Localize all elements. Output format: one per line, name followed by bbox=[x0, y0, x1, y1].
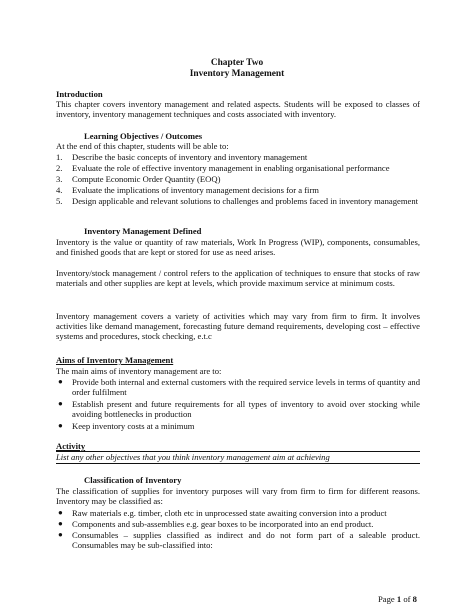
page-label: Page bbox=[378, 594, 395, 604]
page-title: Inventory Management bbox=[189, 69, 285, 79]
aim-item: Establish present and future requirements for all types of inventory to avoid over stocking while avoiding bottlenecks in production bbox=[72, 399, 420, 419]
activity-heading: Activity bbox=[56, 441, 86, 451]
defined-paragraph-2: Inventory/stock management / control refers to the application of techniques to ensure that stocks of raw materials and other supplies are kept at levels, which provide maximum service at minimum costs. bbox=[56, 268, 420, 288]
aims-heading: Aims of Inventory Management bbox=[56, 355, 174, 365]
classification-item: Raw materials e.g. timber, cloth etc in unprocessed state awaiting conversion into a product bbox=[72, 508, 387, 518]
objective-item: Compute Economic Order Quantity (EOQ) bbox=[72, 174, 221, 184]
bullet-icon: ● bbox=[58, 508, 63, 517]
objective-item: Evaluate the role of effective inventory management in enabling organisational performance bbox=[72, 163, 390, 173]
bullet-icon: ● bbox=[58, 421, 63, 430]
page-of-label: of bbox=[403, 594, 411, 604]
objective-number: 3. bbox=[56, 174, 63, 184]
objective-number: 1. bbox=[56, 152, 63, 162]
classification-heading: Classification of Inventory bbox=[84, 475, 182, 485]
intro-heading: Introduction bbox=[56, 89, 103, 99]
page-total: 8 bbox=[412, 594, 417, 604]
defined-paragraph-1: Inventory is the value or quantity of raw materials, Work In Progress (WIP), components, consumables, and finished goods that are kept or stored for use as need arises. bbox=[56, 237, 420, 257]
classification-lead: The classification of supplies for inventory purposes will vary from firm to firm for different reasons. Inventory may be classified as: bbox=[56, 486, 420, 506]
bullet-icon: ● bbox=[58, 399, 63, 408]
classification-item: Components and sub-assemblies e.g. gear boxes to be incorporated into an end product. bbox=[72, 519, 374, 529]
bullet-icon: ● bbox=[58, 530, 63, 539]
objective-number: 2. bbox=[56, 163, 63, 173]
objectives-heading: Learning Objectives / Outcomes bbox=[84, 131, 203, 141]
chapter-label: Chapter Two bbox=[210, 58, 264, 68]
bullet-icon: ● bbox=[58, 519, 63, 528]
objective-item: Evaluate the implications of inventory management decisions for a firm bbox=[72, 185, 319, 195]
activity-text: List any other objectives that you think inventory management aim at achieving bbox=[56, 452, 330, 462]
objective-item: Describe the basic concepts of inventory and inventory management bbox=[72, 152, 308, 162]
objective-number: 4. bbox=[56, 185, 63, 195]
page-number bbox=[378, 594, 417, 604]
aim-item: Keep inventory costs at a minimum bbox=[72, 421, 195, 431]
aim-item: Provide both internal and external customers with the required service levels in terms of quantity and order fulfilment bbox=[72, 377, 420, 397]
defined-heading: Inventory Management Defined bbox=[84, 226, 202, 236]
aims-lead: The main aims of inventory management are to: bbox=[56, 366, 222, 376]
activity-bottom-rule bbox=[56, 463, 420, 464]
objectives-lead: At the end of this chapter, students will be able to: bbox=[56, 141, 229, 151]
classification-item: Consumables – supplies classified as indirect and do not form part of a saleable product. Consumables may be sub-classified into: bbox=[72, 530, 420, 550]
page-current: 1 bbox=[396, 594, 402, 604]
objective-item: Design applicable and relevant solutions to challenges and problems faced in inventory management bbox=[72, 196, 419, 206]
objective-number: 5. bbox=[56, 196, 63, 206]
bullet-icon: ● bbox=[58, 377, 63, 386]
defined-paragraph-3: Inventory management covers a variety of activities which may vary from firm to firm. It involves activities like demand management, forecasting future demand requirements, developing cost – effective systems and procedures, stock checking, e.t.c bbox=[56, 311, 420, 341]
intro-paragraph: This chapter covers inventory management and related aspects. Students will be exposed to classes of inventory, inventory management techniques and costs associated with inventory. bbox=[56, 99, 420, 119]
